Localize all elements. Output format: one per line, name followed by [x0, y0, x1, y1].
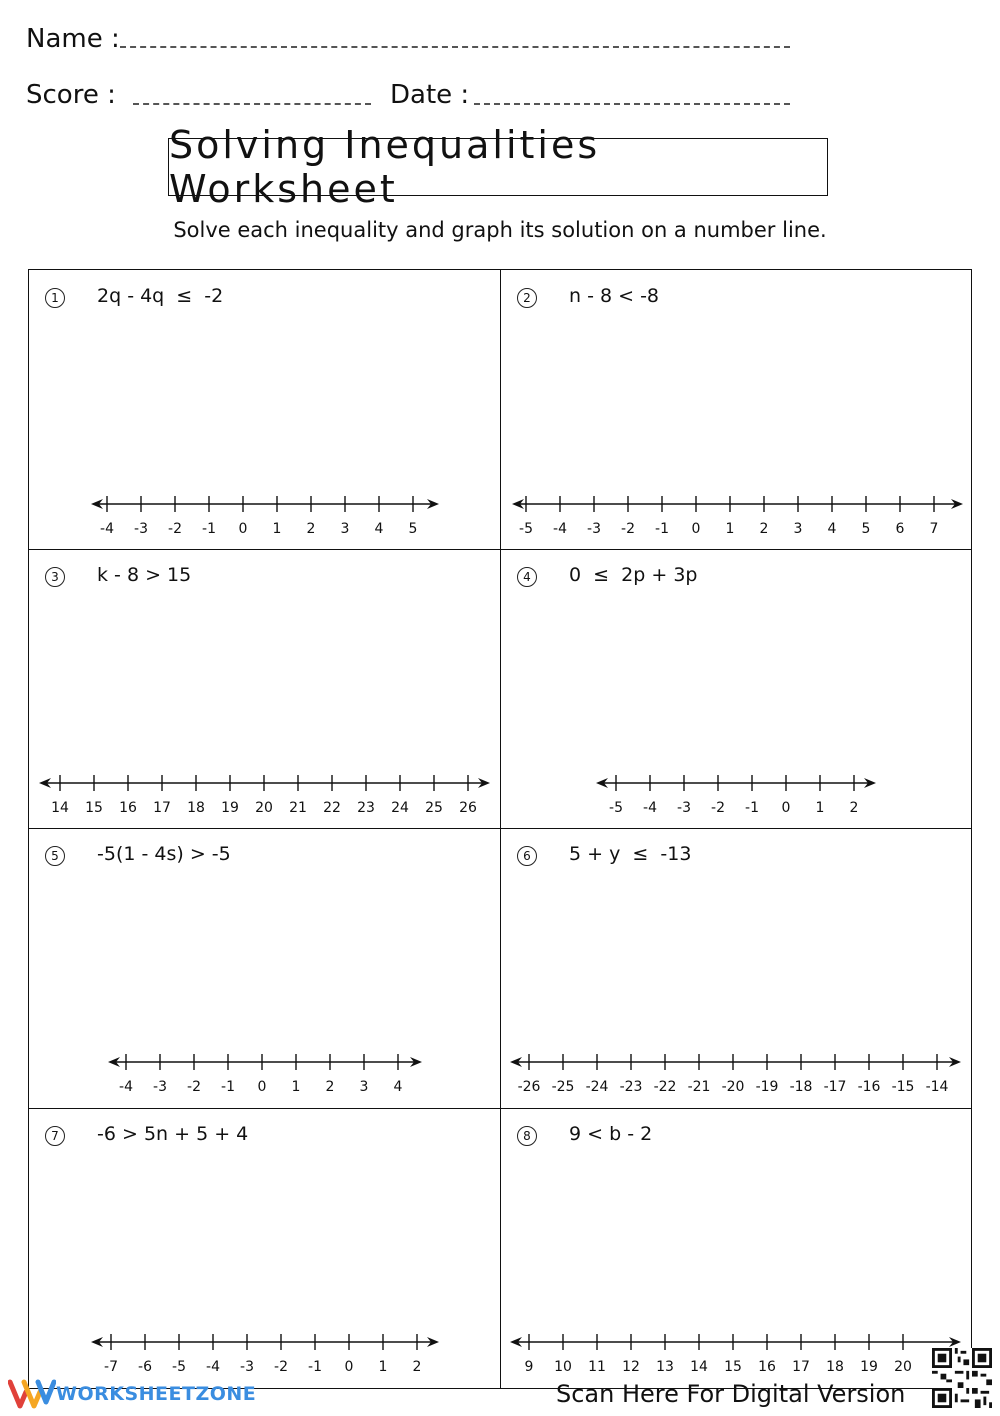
problem-number: 2: [517, 288, 537, 308]
tick-label: 3: [793, 521, 803, 537]
problem-number: 1: [45, 288, 65, 308]
tick-label: 1: [378, 1359, 388, 1375]
tick-label: 9: [524, 1359, 534, 1375]
tick-label: 26: [459, 800, 477, 816]
tick-label: -3: [587, 521, 601, 537]
date-line[interactable]: [474, 103, 790, 105]
date-label: Date :: [390, 80, 470, 110]
tick-label: 3: [340, 521, 350, 537]
tick-label: -23: [619, 1079, 643, 1095]
number-line[interactable]: [29, 1108, 500, 1388]
number-line[interactable]: [501, 270, 972, 550]
scan-caption: Scan Here For Digital Version: [556, 1380, 906, 1408]
problem-text: 0 ≤ 2p + 3p: [569, 564, 698, 586]
tick-label: -4: [100, 521, 114, 537]
qr-code-icon[interactable]: [932, 1348, 992, 1408]
worksheet-title: Solving Inequalities Worksheet: [168, 138, 828, 196]
tick-label: -2: [711, 800, 725, 816]
problem-number: 8: [517, 1126, 537, 1146]
tick-label: 17: [792, 1359, 810, 1375]
tick-label: -5: [172, 1359, 186, 1375]
tick-label: 5: [861, 521, 871, 537]
tick-label: -3: [240, 1359, 254, 1375]
tick-label: -6: [138, 1359, 152, 1375]
number-line[interactable]: [29, 828, 500, 1108]
tick-label: 18: [187, 800, 205, 816]
tick-label: -20: [721, 1079, 745, 1095]
tick-label: -18: [789, 1079, 813, 1095]
tick-label: 25: [425, 800, 443, 816]
problem-cell-2[interactable]: [501, 270, 972, 550]
tick-label: -26: [517, 1079, 541, 1095]
tick-label: -5: [609, 800, 623, 816]
tick-label: 1: [291, 1079, 301, 1095]
tick-label: 0: [257, 1079, 267, 1095]
problem-number: 6: [517, 846, 537, 866]
tick-label: 14: [51, 800, 69, 816]
tick-label: 2: [412, 1359, 422, 1375]
tick-label: 20: [894, 1359, 912, 1375]
tick-label: 14: [690, 1359, 708, 1375]
tick-label: 1: [272, 521, 282, 537]
tick-label: -22: [653, 1079, 677, 1095]
tick-label: 4: [374, 521, 384, 537]
tick-label: -3: [153, 1079, 167, 1095]
tick-label: 2: [306, 521, 316, 537]
tick-label: -15: [891, 1079, 915, 1095]
tick-label: 18: [826, 1359, 844, 1375]
problem-text: n - 8 < -8: [569, 285, 660, 307]
tick-label: 16: [758, 1359, 776, 1375]
logo-mark-icon: [8, 1378, 56, 1410]
problem-cell-4[interactable]: [501, 549, 972, 829]
tick-label: -7: [104, 1359, 118, 1375]
tick-label: 0: [344, 1359, 354, 1375]
problem-text: -5(1 - 4s) > -5: [97, 843, 231, 865]
name-label: Name :: [26, 24, 120, 54]
tick-label: -1: [655, 521, 669, 537]
problem-text: k - 8 > 15: [97, 564, 192, 586]
tick-label: -1: [221, 1079, 235, 1095]
problem-cell-1[interactable]: [29, 270, 500, 550]
problem-text: 9 < b - 2: [569, 1123, 653, 1145]
tick-label: -3: [677, 800, 691, 816]
tick-label: 4: [393, 1079, 403, 1095]
problem-grid: [28, 269, 972, 1389]
tick-label: -2: [621, 521, 635, 537]
score-label: Score :: [26, 80, 116, 110]
tick-label: -1: [745, 800, 759, 816]
tick-label: 2: [849, 800, 859, 816]
problem-text: 2q - 4q ≤ -2: [97, 285, 224, 307]
tick-label: 21: [289, 800, 307, 816]
tick-label: -3: [134, 521, 148, 537]
tick-label: -2: [187, 1079, 201, 1095]
tick-label: 11: [588, 1359, 606, 1375]
tick-label: 20: [255, 800, 273, 816]
tick-label: 23: [357, 800, 375, 816]
problem-cell-6[interactable]: [501, 828, 972, 1108]
tick-label: -16: [857, 1079, 881, 1095]
tick-label: 0: [238, 521, 248, 537]
problem-number: 5: [45, 846, 65, 866]
tick-label: -1: [202, 521, 216, 537]
problem-cell-5[interactable]: [29, 828, 500, 1108]
tick-label: 19: [860, 1359, 878, 1375]
tick-label: 19: [221, 800, 239, 816]
tick-label: -4: [643, 800, 657, 816]
number-line[interactable]: [501, 828, 972, 1108]
score-line[interactable]: [133, 103, 371, 105]
tick-label: -1: [308, 1359, 322, 1375]
number-line[interactable]: [29, 270, 500, 550]
number-line[interactable]: [29, 549, 500, 829]
problem-cell-8[interactable]: [501, 1108, 972, 1388]
tick-label: 0: [781, 800, 791, 816]
tick-label: 17: [153, 800, 171, 816]
tick-label: 10: [554, 1359, 572, 1375]
tick-label: 1: [725, 521, 735, 537]
tick-label: -19: [755, 1079, 779, 1095]
instructions: Solve each inequality and graph its solution on a number line.: [173, 218, 827, 242]
problem-number: 7: [45, 1126, 65, 1146]
tick-label: 6: [895, 521, 905, 537]
tick-label: -2: [168, 521, 182, 537]
tick-label: 4: [827, 521, 837, 537]
tick-label: 15: [85, 800, 103, 816]
problem-number: 3: [45, 567, 65, 587]
tick-label: -4: [119, 1079, 133, 1095]
tick-label: 13: [656, 1359, 674, 1375]
tick-label: -25: [551, 1079, 575, 1095]
tick-label: -5: [519, 521, 533, 537]
tick-label: -17: [823, 1079, 847, 1095]
tick-label: -21: [687, 1079, 711, 1095]
problem-cell-3[interactable]: [29, 549, 500, 829]
tick-label: -14: [925, 1079, 949, 1095]
tick-label: 1: [815, 800, 825, 816]
problem-cell-7[interactable]: [29, 1108, 500, 1388]
tick-label: 3: [359, 1079, 369, 1095]
worksheetzone-logo[interactable]: [8, 1376, 256, 1412]
problem-text: -6 > 5n + 5 + 4: [97, 1123, 249, 1145]
name-line[interactable]: [120, 46, 790, 48]
tick-label: 12: [622, 1359, 640, 1375]
tick-label: 2: [759, 521, 769, 537]
tick-label: 15: [724, 1359, 742, 1375]
tick-label: 2: [325, 1079, 335, 1095]
tick-label: 7: [929, 521, 939, 537]
tick-label: 0: [691, 521, 701, 537]
tick-label: -2: [274, 1359, 288, 1375]
tick-label: 16: [119, 800, 137, 816]
number-line[interactable]: [501, 1108, 972, 1388]
problem-text: 5 + y ≤ -13: [569, 843, 692, 865]
tick-label: -24: [585, 1079, 609, 1095]
tick-label: 24: [391, 800, 409, 816]
tick-label: -4: [206, 1359, 220, 1375]
tick-label: -4: [553, 521, 567, 537]
logo-text: WORKSHEETZONE: [56, 1383, 257, 1405]
number-line[interactable]: [501, 549, 972, 829]
problem-number: 4: [517, 567, 537, 587]
tick-label: 5: [408, 521, 418, 537]
tick-label: 22: [323, 800, 341, 816]
